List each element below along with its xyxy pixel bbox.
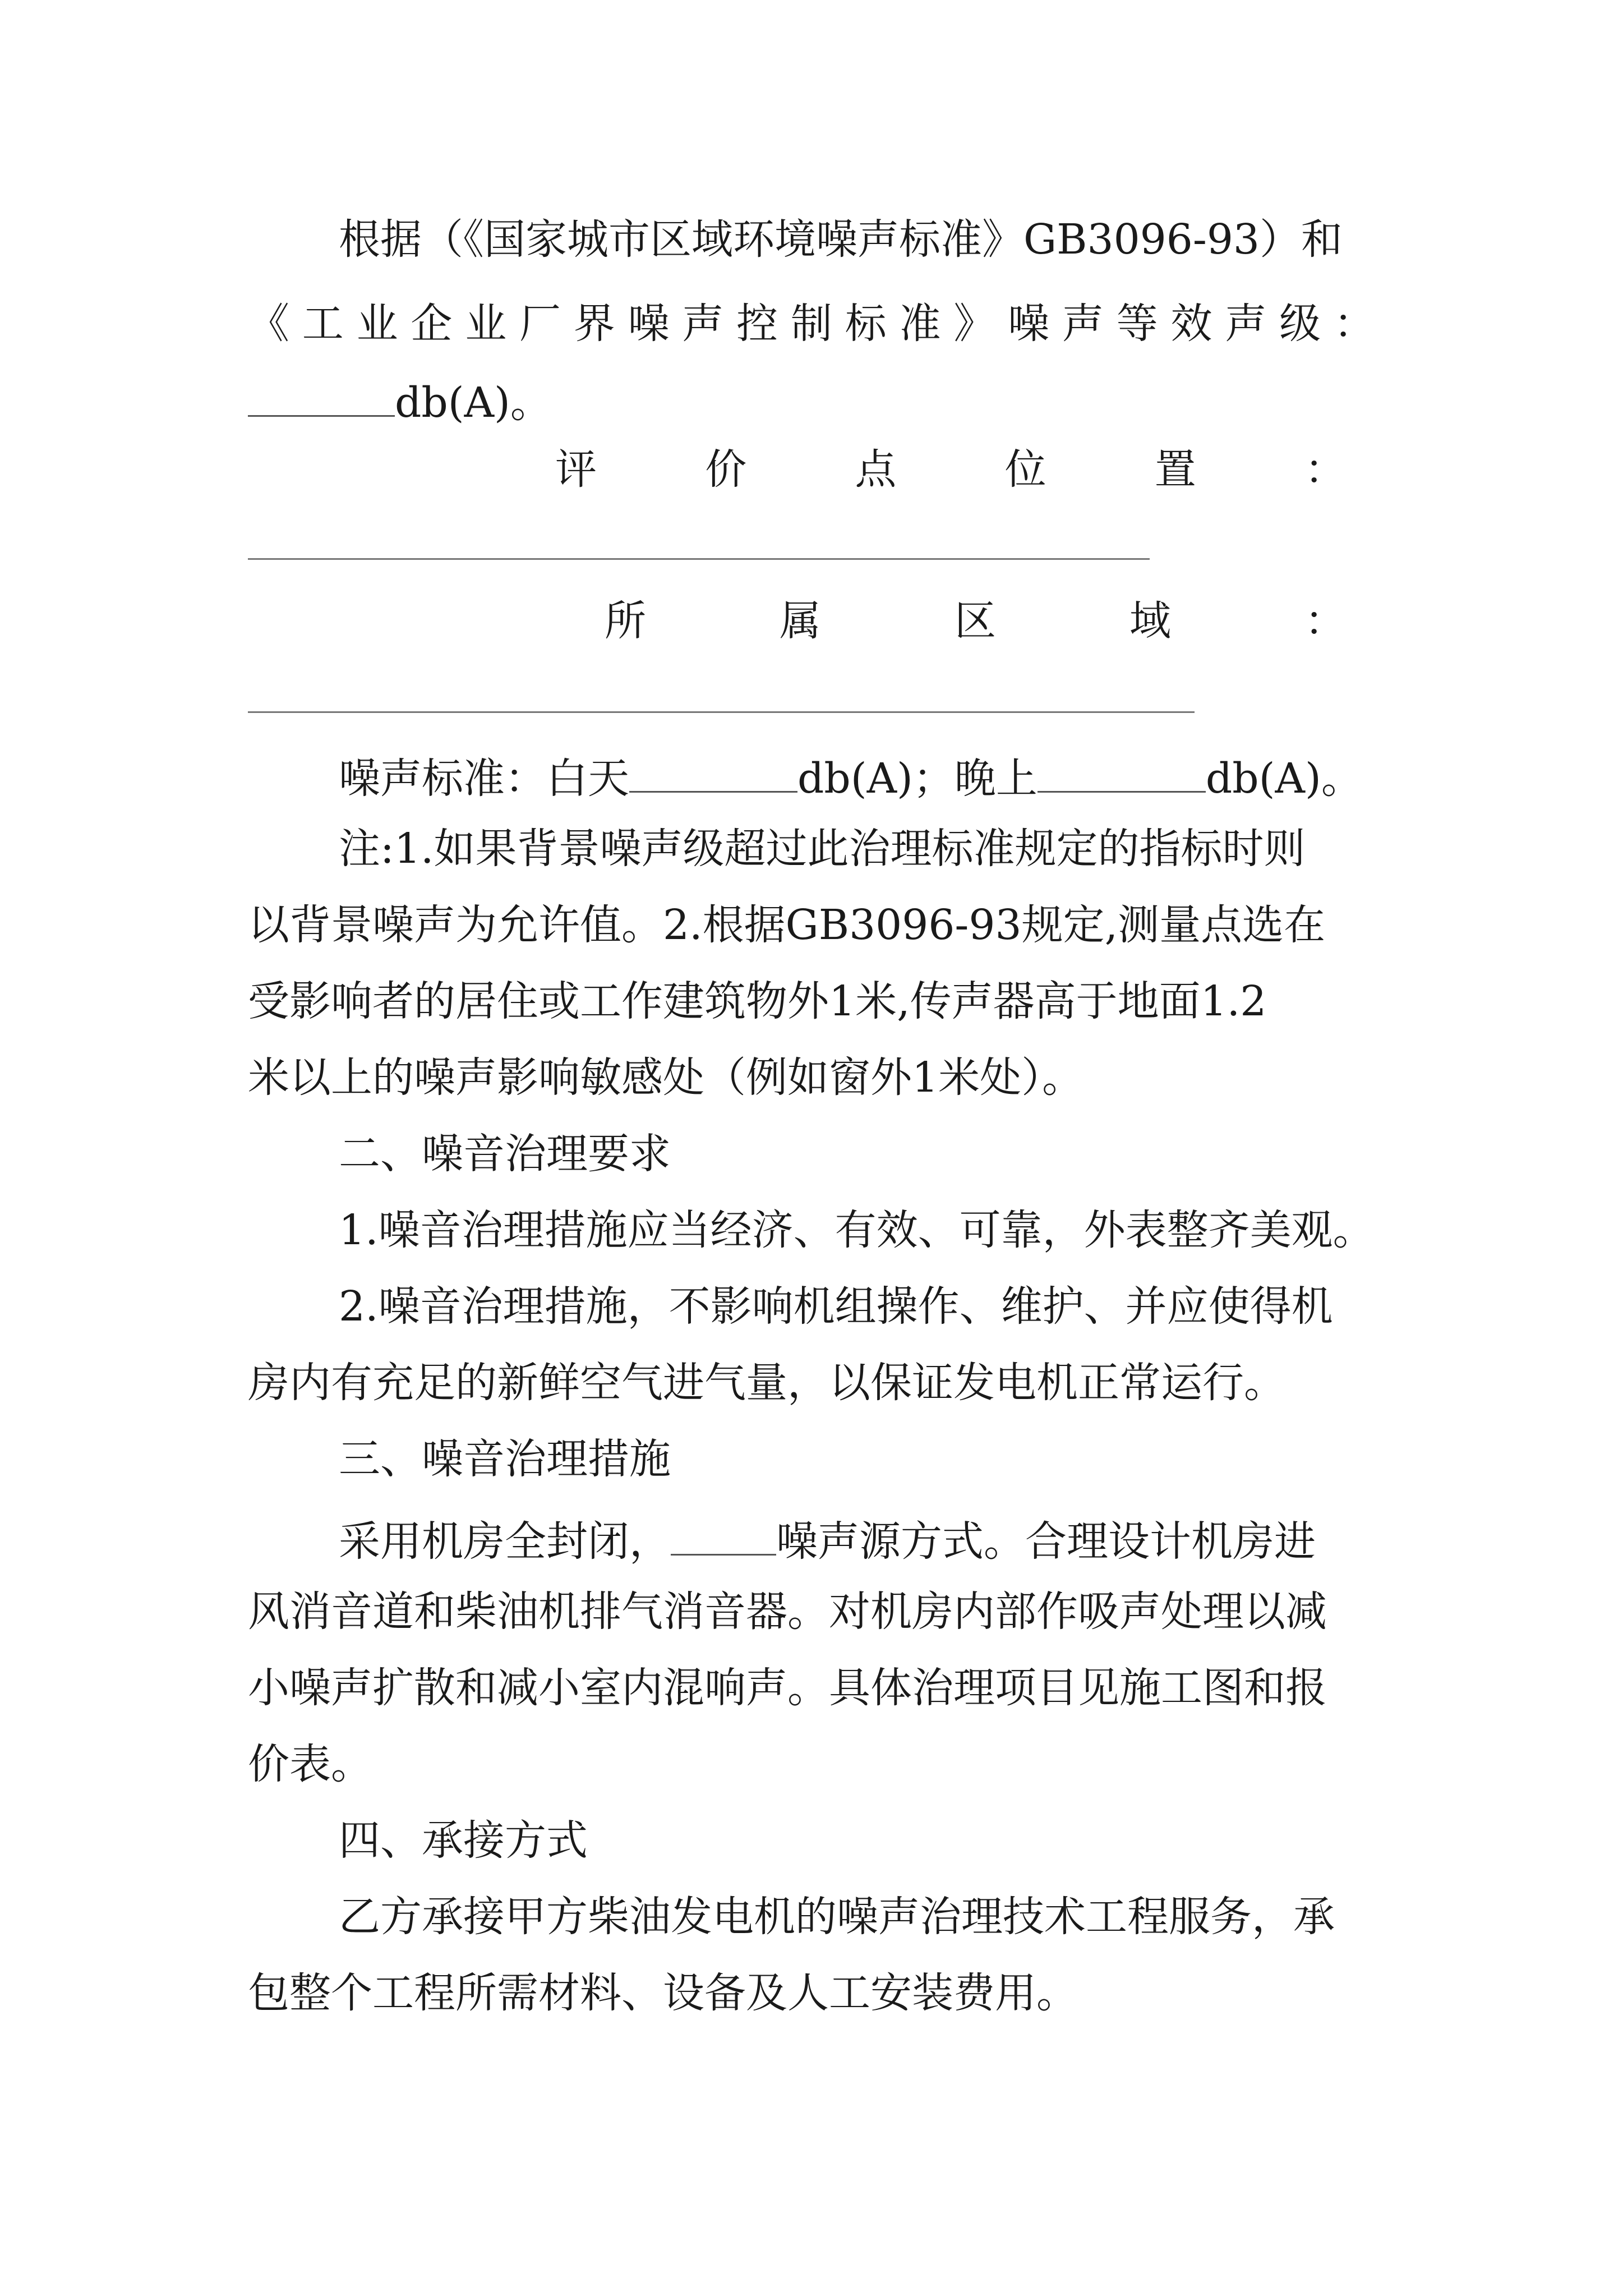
- region-label: 所 属 区 域 ：: [605, 597, 1346, 645]
- section4-line2: 包整个工程所需材料、设备及人工安装费用。: [248, 1969, 1078, 2017]
- section3-line4: 价表。: [248, 1740, 372, 1788]
- section4-heading: 四、承接方式: [339, 1816, 588, 1865]
- eval-point-label: 评 价 点 位 置 ：: [555, 445, 1346, 494]
- note-line4: 米以上的噪声影响敏感处（例如窗外1米处）。: [248, 1053, 1084, 1102]
- note-line3: 受影响者的居住或工作建筑物外1米,传声器高于地面1.2: [248, 977, 1267, 1025]
- section3-line3: 小噪声扩散和减小室内混响声。具体治理项目见施工图和报: [248, 1664, 1327, 1712]
- section2-item1: 1.噪音治理措施应当经济、有效、可靠，外表整齐美观。: [339, 1206, 1375, 1254]
- night-value-blank: [1038, 752, 1206, 793]
- noise-standard-line: [339, 752, 1393, 803]
- note-line1: 注:1.如果背景噪声级超过此治理标准规定的指标时则: [339, 825, 1306, 873]
- section2-item2-line2: 房内有充足的新鲜空气进气量，以保证发电机正常运行。: [248, 1359, 1285, 1407]
- section3-heading: 三、噪音治理措施: [339, 1435, 671, 1483]
- section2-heading: 二、噪音治理要求: [339, 1130, 671, 1178]
- note-line2: 以背景噪声为允许值。2.根据GB3096-93规定,测量点选在: [248, 901, 1326, 949]
- section4-line1: 乙方承接甲方柴油发电机的噪声治理技术工程服务，承: [339, 1893, 1335, 1941]
- day-value-blank: [629, 752, 797, 793]
- day-unit: db(A)；晚上: [797, 754, 1038, 803]
- night-unit: db(A)。: [1205, 754, 1363, 803]
- eval-point-blank: [248, 558, 1150, 560]
- standard-paragraph-line2: 《 工 业 企 业 厂 界 噪 声 控 制 标 准 》 噪 声 等 效 声 级 ：: [248, 300, 1375, 348]
- equivalent-level-blank: [248, 376, 395, 417]
- section2-item2-line1: 2.噪音治理措施，不影响机组操作、维护、并应使得机: [339, 1282, 1333, 1331]
- noise-source-blank: [671, 1515, 776, 1556]
- section3-line2: 风消音道和柴油机排气消音器。对机房内部作吸声处理以减: [248, 1588, 1327, 1636]
- region-blank: [248, 711, 1195, 713]
- section3-line1: 采用机房全封闭， 噪声源方式。合理设计机房进: [339, 1515, 1375, 1562]
- equivalent-level-line: [248, 376, 1375, 427]
- equivalent-level-unit: db(A)。: [395, 379, 552, 427]
- standard-paragraph-line1: 根据（《国家城市区域环境噪声标准》GB3096-93）和: [339, 215, 1343, 264]
- noise-standard-label: 噪声标准：白天: [339, 754, 629, 803]
